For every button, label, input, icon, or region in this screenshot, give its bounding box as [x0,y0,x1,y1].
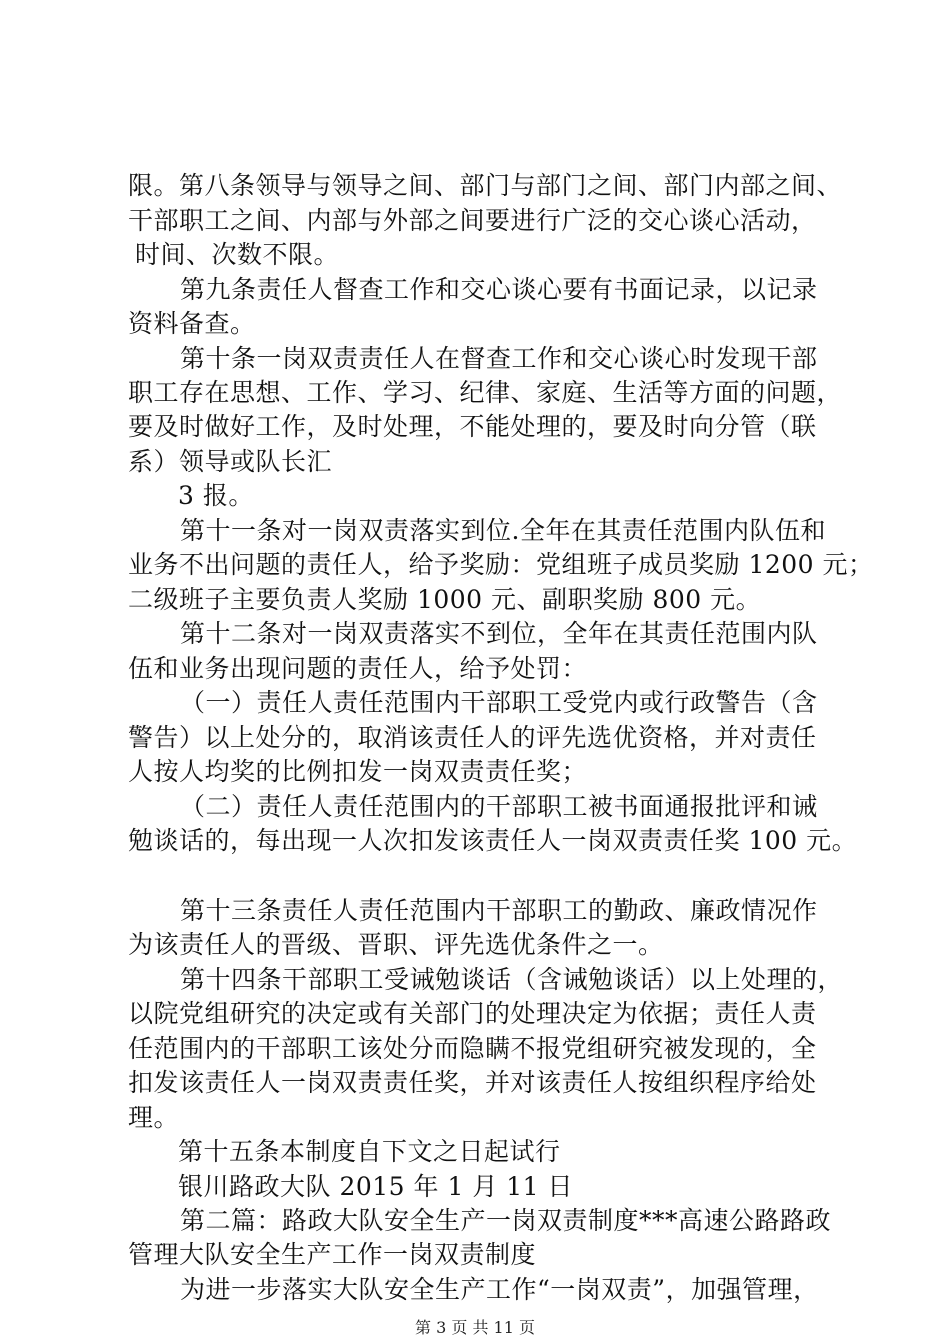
text-line: 时间、次数不限。 [135,240,340,269]
text-line: 第十二条对一岗双责落实不到位，全年在其责任范围内队 [180,619,818,648]
text-line: 理。 [128,1103,180,1132]
text-line: （二）责任人责任范围内的干部职工被书面通报批评和诫 [180,792,818,821]
text-line: 人按人均奖的比例扣发一岗双责责任奖； [128,757,588,786]
text-line: 任范围内的干部职工该处分而隐瞒不报党组研究被发现的，全 [128,1034,817,1063]
text-line: 干部职工之间、内部与外部之间要进行广泛的交心谈心活动， [128,206,817,235]
text-line: 3 报。 [178,481,254,510]
text-line: 业务不出问题的责任人，给予奖励：党组班子成员奖励 1200 元； [128,550,874,579]
text-line: 资料备查。 [128,309,256,338]
text-line: 第十条一岗双责责任人在督查工作和交心谈心时发现干部 [180,344,818,373]
text-line: 第十三条责任人责任范围内干部职工的勤政、廉政情况作 [180,896,818,925]
page-number-footer: 第 3 页 共 11 页 [415,1318,535,1337]
text-line: 银川路政大队 2015 年 1 月 11 日 [178,1172,574,1201]
text-line: 第九条责任人督查工作和交心谈心要有书面记录，以记录 [180,275,818,304]
text-line: 要及时做好工作，及时处理，不能处理的，要及时向分管（联 [128,412,817,441]
text-line: 勉谈话的，每出现一人次扣发该责任人一岗双责责任奖 100 元。 [128,826,858,855]
text-line: 第十一条对一岗双责落实到位.全年在其责任范围内队伍和 [180,516,826,545]
text-line: 扣发该责任人一岗双责责任奖，并对该责任人按组织程序给处 [128,1068,817,1097]
text-line: 二级班子主要负责人奖励 1000 元、副职奖励 800 元。 [128,585,762,614]
text-line: 为该责任人的晋级、晋职、评先选优条件之一。 [128,930,664,959]
text-line: 警告）以上处分的，取消该责任人的评先选优资格，并对责任 [128,723,817,752]
text-line: 职工存在思想、工作、学习、纪律、家庭、生活等方面的问题， [128,378,843,407]
text-line: 第十五条本制度自下文之日起试行 [178,1137,561,1166]
text-line: （一）责任人责任范围内干部职工受党内或行政警告（含 [180,688,818,717]
text-line: 第二篇：路政大队安全生产一岗双责制度***高速公路路政 [180,1206,832,1235]
text-line: 限。第八条领导与领导之间、部门与部门之间、部门内部之间、 [128,171,843,200]
text-line: 以院党组研究的决定或有关部门的处理决定为依据；责任人责 [128,999,817,1028]
text-line: 第十四条干部职工受诫勉谈话（含诫勉谈话）以上处理的， [180,965,844,994]
text-line: 管理大队安全生产工作一岗双责制度 [128,1240,537,1269]
text-line: 为进一步落实大队安全生产工作“一岗双责”，加强管理， [180,1275,819,1304]
text-line: 伍和业务出现问题的责任人，给予处罚： [128,654,588,683]
text-line: 系）领导或队长汇 [128,447,333,476]
